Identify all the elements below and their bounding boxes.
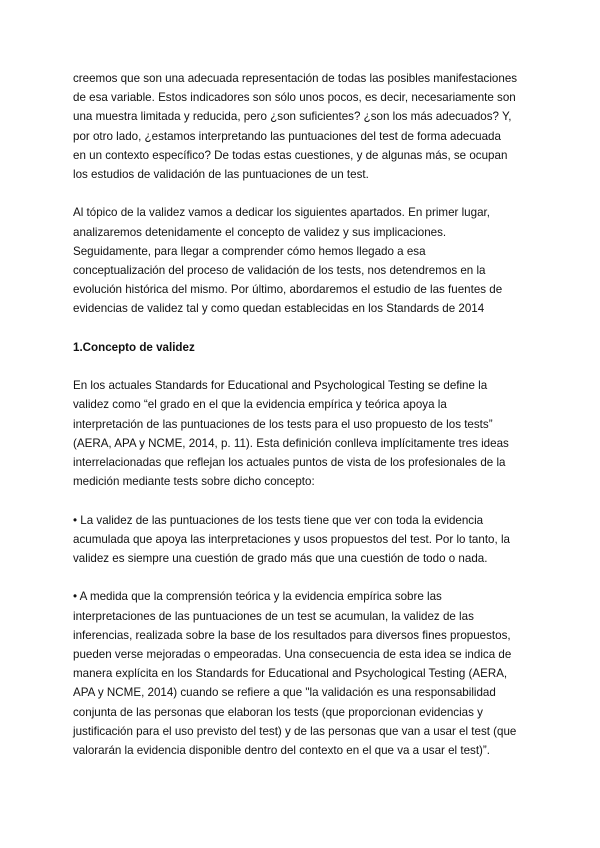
bullet-item-2 bbox=[73, 587, 533, 760]
text-line: medición mediante tests sobre dicho concepto: bbox=[73, 475, 315, 489]
text-line: pueden verse mejoradas o empeoradas. Una consecuencia de esta idea se indica de bbox=[73, 648, 512, 662]
paragraph-intro bbox=[73, 69, 533, 184]
text-line: de esa variable. Estos indicadores son sólo unos pocos, es decir, necesariamente son bbox=[73, 91, 516, 105]
text-line: por otro lado, ¿estamos interpretando las puntuaciones del test de forma adecuada bbox=[73, 129, 501, 143]
text-line: evolución histórica del mismo. Por último, abordaremos el estudio de las fuentes de bbox=[73, 283, 503, 297]
paragraph-definition bbox=[73, 376, 533, 491]
text-line: Al tópico de la validez vamos a dedicar los siguientes apartados. En primer lugar, bbox=[73, 206, 490, 220]
text-line: justificación para el uso previsto del test) y de las personas que van a usar el test (que bbox=[73, 724, 517, 738]
text-line: evidencias de validez tal y como quedan establecidas en los Standards de 2014 bbox=[73, 302, 485, 316]
text-line: validez es siempre una cuestión de grado más que una cuestión de todo o nada. bbox=[73, 552, 488, 566]
text-line: validez como “el grado en el que la evidencia empírica y teórica apoya la bbox=[73, 398, 447, 412]
paragraph-topics bbox=[73, 203, 533, 318]
text-line: • A medida que la comprensión teórica y la evidencia empírica sobre las bbox=[73, 590, 442, 604]
text-line: inferencias, realizada sobre la base de los resultados para diversos fines propuestos, bbox=[73, 628, 511, 642]
text-line: interpretación de las puntuaciones de los tests para el uso propuesto de los tests” bbox=[73, 417, 493, 431]
text-line: una muestra limitada y reducida, pero ¿son suficientes? ¿son los más adecuados? Y, bbox=[73, 110, 512, 124]
text-line: conceptualización del proceso de validación de los tests, nos detendremos en la bbox=[73, 264, 486, 278]
document-body bbox=[73, 69, 533, 779]
bullet-item-1 bbox=[73, 511, 533, 569]
text-line: valorarán la evidencia disponible dentro del contexto en el que va a usar el test)”. bbox=[73, 744, 490, 758]
text-line: en un contexto específico? De todas estas cuestiones, y de algunas más, se ocupan bbox=[73, 148, 508, 162]
text-line: APA y NCME, 2014) cuando se refiere a que "la validación es una responsabilidad bbox=[73, 686, 496, 700]
text-line: los estudios de validación de las puntuaciones de un test. bbox=[73, 168, 369, 182]
text-line: Seguidamente, para llegar a comprender cómo hemos llegado a esa bbox=[73, 244, 426, 258]
text-line: • La validez de las puntuaciones de los tests tiene que ver con toda la evidencia bbox=[73, 513, 484, 527]
section-heading: 1.Concepto de validez bbox=[73, 340, 195, 354]
text-line: En los actuales Standards for Educational and Psychological Testing se define la bbox=[73, 379, 488, 393]
text-line: manera explícita en los Standards for Educational and Psychological Testing (AERA, bbox=[73, 667, 508, 681]
text-line: conjunta de las personas que elaboran los tests (que proporcionan evidencias y bbox=[73, 705, 483, 719]
text-line: (AERA, APA y NCME, 2014, p. 11). Esta definición conlleva implícitamente tres ideas bbox=[73, 436, 509, 450]
text-line: creemos que son una adecuada representación de todas las posibles manifestaciones bbox=[73, 72, 518, 85]
text-line: interrelacionadas que reflejan los actuales puntos de vista de los profesionales de la bbox=[73, 456, 506, 470]
text-line: analizaremos detenidamente el concepto de validez y sus implicaciones. bbox=[73, 225, 447, 239]
text-line: acumulada que apoya las interpretaciones y usos propuestos del test. Por lo tanto, la bbox=[73, 532, 510, 546]
text-line: interpretaciones de las puntuaciones de un test se acumulan, la validez de las bbox=[73, 609, 474, 623]
